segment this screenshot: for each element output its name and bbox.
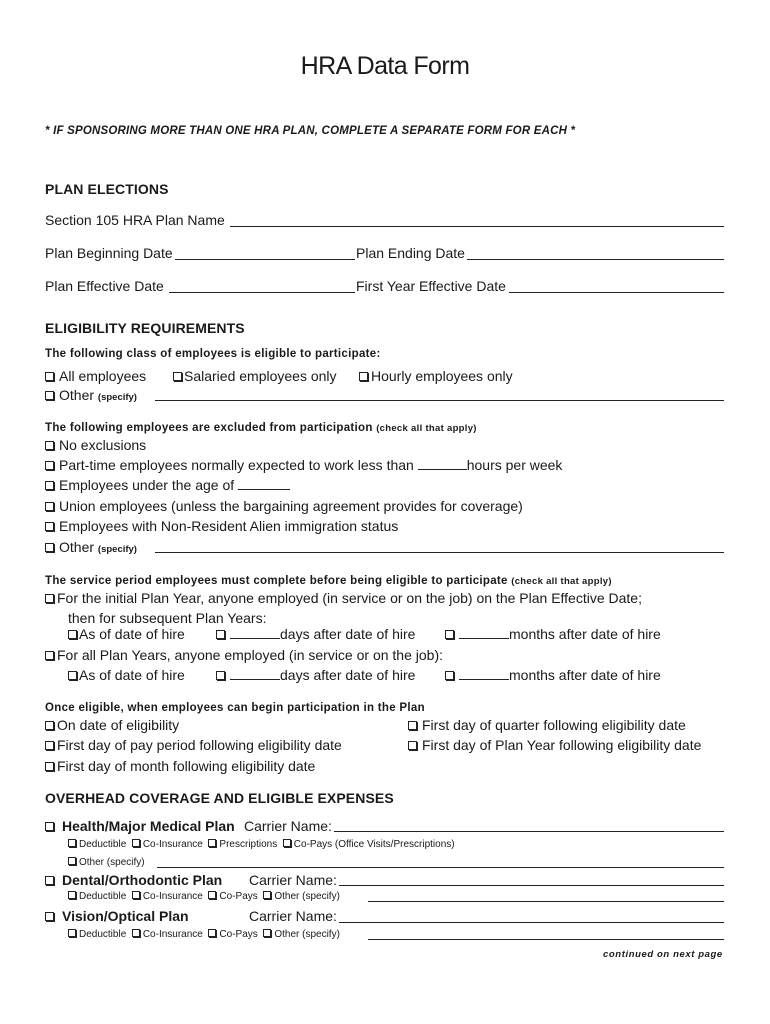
begin-date-field[interactable] bbox=[175, 259, 355, 260]
days-field-2[interactable] bbox=[230, 667, 280, 680]
union-option[interactable]: Union employees (unless the bargaining agreement provides for coverage) bbox=[45, 498, 523, 514]
checkbox[interactable] bbox=[445, 671, 454, 680]
checkbox[interactable] bbox=[68, 671, 77, 680]
checkbox[interactable] bbox=[263, 929, 271, 937]
checkbox[interactable] bbox=[408, 741, 417, 750]
class-heading: The following class of employees is eligible to participate: bbox=[45, 348, 381, 360]
vision-plan-option[interactable]: Vision/Optical Plan bbox=[45, 908, 189, 924]
checkbox[interactable] bbox=[45, 481, 54, 490]
salaried-option[interactable]: Salaried employees only bbox=[173, 368, 337, 384]
dental-carrier-field[interactable] bbox=[339, 885, 724, 886]
first-month-option[interactable]: First day of month following eligibility date bbox=[45, 758, 315, 774]
begin-participation-heading: Once eligible, when employees can begin participation in the Plan bbox=[45, 702, 425, 714]
checkbox[interactable] bbox=[68, 929, 76, 937]
checkbox[interactable] bbox=[45, 762, 54, 771]
checkbox[interactable] bbox=[45, 441, 54, 450]
checkbox[interactable] bbox=[263, 891, 271, 899]
checkbox[interactable] bbox=[132, 929, 140, 937]
days-after-option[interactable]: days after date of hire bbox=[216, 626, 415, 642]
first-quarter-option[interactable]: First day of quarter following eligibility date bbox=[408, 717, 686, 733]
vision-expense-options[interactable]: Deductible Co-Insurance Co-Pays Other (specify) bbox=[68, 929, 340, 940]
all-years-option[interactable]: For all Plan Years, anyone employed (in service or on the job): bbox=[45, 647, 443, 663]
continued-note: continued on next page bbox=[603, 949, 723, 960]
checkbox[interactable] bbox=[45, 461, 54, 470]
checkbox[interactable] bbox=[68, 891, 76, 899]
age-field[interactable] bbox=[238, 477, 290, 490]
checkbox[interactable] bbox=[216, 671, 225, 680]
initial-year-option[interactable]: For the initial Plan Year, anyone employed (in service or on the job) on the Plan Effective Date; bbox=[45, 590, 642, 606]
dental-carrier-label: Carrier Name: bbox=[249, 872, 337, 888]
end-date-label: Plan Ending Date bbox=[356, 245, 465, 261]
excluded-heading: The following employees are excluded from participation (check all that apply) bbox=[45, 422, 477, 434]
begin-date-label: Plan Beginning Date bbox=[45, 245, 173, 261]
first-year-label: First Year Effective Date bbox=[356, 278, 506, 294]
other-exclusion-option[interactable]: Other (specify) bbox=[45, 539, 137, 555]
under-age-option[interactable]: Employees under the age of bbox=[45, 477, 290, 493]
health-carrier-field[interactable] bbox=[334, 831, 724, 832]
other-class-option[interactable]: Other (specify) bbox=[45, 387, 137, 403]
months-field[interactable] bbox=[459, 626, 509, 639]
checkbox[interactable] bbox=[45, 391, 54, 400]
months-field-2[interactable] bbox=[459, 667, 509, 680]
checkbox[interactable] bbox=[45, 502, 54, 511]
health-other-option[interactable]: Other (specify) bbox=[68, 857, 145, 868]
dental-expense-options[interactable]: Deductible Co-Insurance Co-Pays Other (specify) bbox=[68, 891, 340, 902]
page-title: HRA Data Form bbox=[300, 52, 470, 80]
hourly-option[interactable]: Hourly employees only bbox=[359, 368, 513, 384]
plan-name-label: Section 105 HRA Plan Name bbox=[45, 212, 225, 228]
health-carrier-label: Carrier Name: bbox=[244, 818, 332, 834]
eligibility-heading: ELIGIBILITY REQUIREMENTS bbox=[45, 320, 245, 336]
other-exclusion-field[interactable] bbox=[155, 552, 724, 553]
on-date-option[interactable]: On date of eligibility bbox=[45, 717, 179, 733]
checkbox[interactable] bbox=[68, 857, 76, 865]
plan-elections-heading: PLAN ELECTIONS bbox=[45, 181, 169, 197]
effective-date-field[interactable] bbox=[169, 292, 355, 293]
as-of-hire-option-2[interactable]: As of date of hire bbox=[68, 667, 185, 683]
checkbox[interactable] bbox=[45, 543, 54, 552]
effective-date-label: Plan Effective Date bbox=[45, 278, 164, 294]
months-after-option-2[interactable]: months after date of hire bbox=[445, 667, 661, 683]
end-date-field[interactable] bbox=[467, 259, 724, 260]
checkbox[interactable] bbox=[45, 912, 54, 921]
checkbox[interactable] bbox=[408, 721, 417, 730]
checkbox[interactable] bbox=[208, 839, 216, 847]
checkbox[interactable] bbox=[283, 839, 291, 847]
checkbox[interactable] bbox=[45, 822, 54, 831]
nonresident-option[interactable]: Employees with Non-Resident Alien immigration status bbox=[45, 518, 398, 534]
checkbox[interactable] bbox=[173, 372, 182, 381]
first-year-field[interactable] bbox=[509, 292, 724, 293]
checkbox[interactable] bbox=[445, 630, 454, 639]
hours-field[interactable] bbox=[418, 457, 467, 470]
checkbox[interactable] bbox=[45, 372, 54, 381]
no-exclusions-option[interactable]: No exclusions bbox=[45, 437, 146, 453]
health-other-field[interactable] bbox=[157, 867, 724, 868]
days-field[interactable] bbox=[230, 626, 280, 639]
plan-name-field[interactable] bbox=[230, 226, 724, 227]
checkbox[interactable] bbox=[359, 372, 368, 381]
checkbox[interactable] bbox=[45, 876, 54, 885]
vision-other-field[interactable] bbox=[368, 939, 724, 940]
service-heading: The service period employees must complete before being eligible to participate (check all that apply) bbox=[45, 575, 612, 587]
checkbox[interactable] bbox=[45, 594, 54, 603]
checkbox[interactable] bbox=[45, 522, 54, 531]
first-plan-year-option[interactable]: First day of Plan Year following eligibility date bbox=[408, 737, 701, 753]
part-time-option[interactable]: Part-time employees normally expected to work less than hours per week bbox=[45, 457, 562, 473]
health-plan-option[interactable]: Health/Major Medical Plan bbox=[45, 818, 235, 834]
checkbox[interactable] bbox=[208, 929, 216, 937]
checkbox[interactable] bbox=[68, 839, 76, 847]
months-after-option[interactable]: months after date of hire bbox=[445, 626, 661, 642]
dental-plan-option[interactable]: Dental/Orthodontic Plan bbox=[45, 872, 222, 888]
vision-carrier-field[interactable] bbox=[339, 922, 724, 923]
checkbox[interactable] bbox=[45, 721, 54, 730]
vision-carrier-label: Carrier Name: bbox=[249, 908, 337, 924]
checkbox[interactable] bbox=[208, 891, 216, 899]
other-class-field[interactable] bbox=[155, 400, 724, 401]
days-after-option-2[interactable]: days after date of hire bbox=[216, 667, 415, 683]
subsequent-label: then for subsequent Plan Years: bbox=[68, 610, 267, 626]
checkbox[interactable] bbox=[68, 630, 77, 639]
checkbox[interactable] bbox=[45, 741, 54, 750]
health-expense-options[interactable]: Deductible Co-Insurance Prescriptions Co-Pays (Office Visits/Prescriptions) bbox=[68, 839, 455, 850]
checkbox[interactable] bbox=[45, 651, 54, 660]
checkbox[interactable] bbox=[216, 630, 225, 639]
first-pay-option[interactable]: First day of pay period following eligibility date bbox=[45, 737, 342, 753]
dental-other-field[interactable] bbox=[368, 901, 724, 902]
checkbox[interactable] bbox=[132, 839, 140, 847]
checkbox[interactable] bbox=[132, 891, 140, 899]
as-of-hire-option[interactable]: As of date of hire bbox=[68, 626, 185, 642]
instruction-note: * IF SPONSORING MORE THAN ONE HRA PLAN, COMPLETE A SEPARATE FORM FOR EACH * bbox=[45, 125, 576, 137]
all-employees-option[interactable]: All employees bbox=[45, 368, 146, 384]
overhead-heading: OVERHEAD COVERAGE AND ELIGIBLE EXPENSES bbox=[45, 790, 394, 806]
